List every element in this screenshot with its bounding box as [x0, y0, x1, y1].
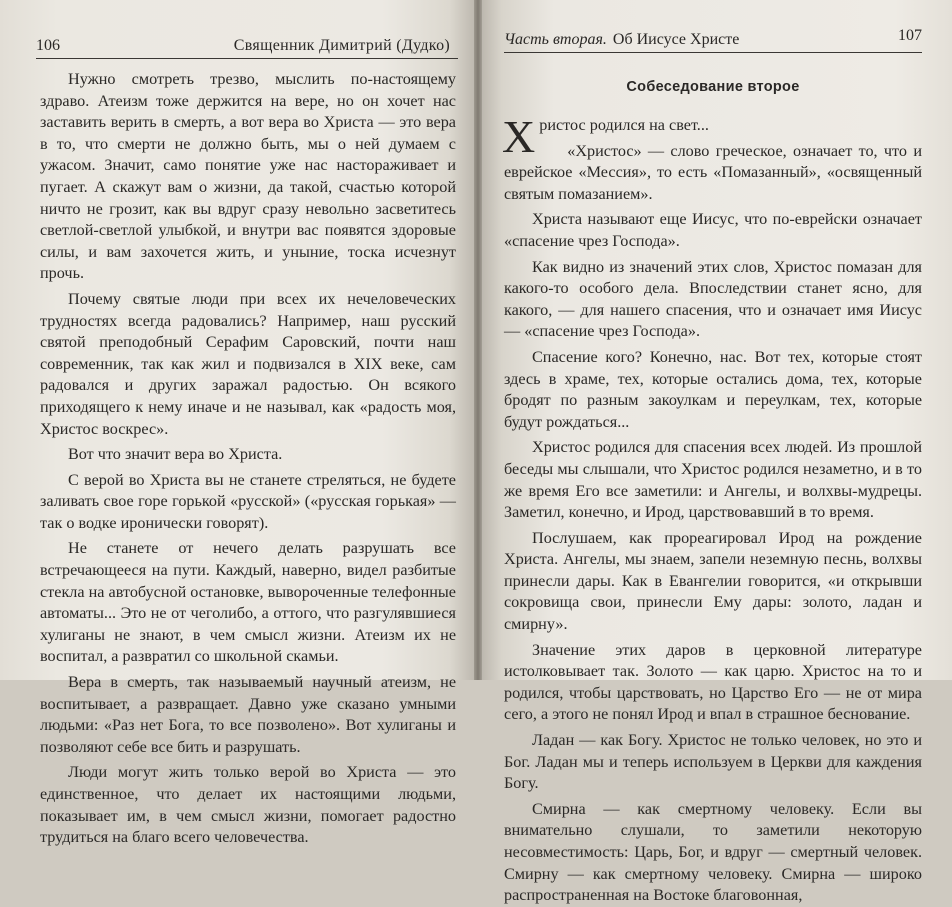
section-title: Собеседование второе — [626, 79, 800, 95]
right-page-body — [502, 111, 922, 907]
left-page-header — [36, 36, 458, 59]
paragraph: Спасение кого? Конечно, нас. Вот тех, которые стоят здесь в храме, тех, которые остались дома, тех, которые бродят по разным закоулкам и переулкам, тех, которые будут рождаться... — [504, 347, 922, 431]
left-page-number: 106 — [36, 37, 60, 54]
running-header-part: Часть вторая. — [504, 31, 607, 48]
left-page — [0, 0, 478, 847]
right-page-number: 107 — [898, 27, 922, 44]
paragraph: Люди могут жить только верой во Христа — это единственное, что делает их настоящими людьми, показывает им, в чем смысл жизни, помогает радостно трудиться на благо всего человечества. — [40, 763, 456, 847]
paragraph: Вот что значит вера во Христа. — [68, 445, 283, 464]
paragraph: «Христос» — слово греческое, означает то, что и еврейское «Мессия», то есть «Помазанный», «освященный святым помазанием». — [504, 141, 922, 203]
paragraph: Значение этих даров в церковной литературе истолковывает так. Золото — как царю. Христос на то и родился, чтобы царствовать, но Царство Его — не от мира сего, а этого не понял Ирод и впал в страшное беснование. — [504, 640, 922, 724]
paragraph: Смирна — как смертному человеку. Если вы внимательно слушали, то заметили некоторую несовместимость: Царь, Бог, и вдруг — смертный человек. Смирну — как смертному человеку. Смирна — широко распространенная на Востоке благовонная, — [504, 799, 922, 905]
paragraph: Как видно из значений этих слов, Христос помазан для какого-то особого дела. Впоследствии станет ясно, для какого, — для нашего спасения, что и означает имя Иисус — «спасение чрез Господа». — [504, 257, 922, 341]
running-header-title: Об Иисусе Христе — [612, 31, 740, 48]
paragraph: Почему святые люди при всех их нечеловеческих трудностях всегда радовались? Например, наш русский святой преподобный Серафим Саровский, почти наш современник, так как жил и подвизался в XIX веке, сам радовался и других заражал радостью. Он всякого приходящего к нему иначе и не называл, как «радость моя, Христос воскрес». — [40, 289, 456, 438]
paragraph: Вера в смерть, так называемый научный атеизм, не воспитывает, а развращает. Давно уже сказано умными людьми: «Раз нет Бога, то все позволено». Вот хулиганы и позволяют себе все бить и разрушать. — [40, 673, 456, 756]
right-page — [478, 0, 952, 905]
book-gutter — [474, 0, 482, 680]
opening-paragraph — [502, 111, 922, 162]
right-running-header — [504, 30, 739, 50]
paragraph: Послушаем, как прореагировал Ирод на рождение Христа. Ангелы, мы знаем, запели неземную песнь, волхвы принесли дары. Как в Евангелии говорится, «и открывши сокровища свои, принесли Ему дары: золото, ладан и смирну». — [504, 528, 922, 634]
paragraph: Христа называют еще Иисус, что по-еврейски означает «спасение чрез Господа». — [504, 210, 922, 250]
paragraph: Ладан — как Богу. Христос не только человек, но это и Бог. Ладан мы и теперь используем в Церкви для каждения Богу. — [504, 731, 922, 793]
left-page-body — [40, 69, 456, 849]
right-page-header — [504, 27, 922, 53]
paragraph: Христос родился для спасения всех людей. Из прошлой беседы мы слышали, что Христос родился незаметно, и в то же время Его все заметили: и Ангелы, и волхвы-мудрецы. Заметил, конечно, и Ирод, царствовавший в то время. — [504, 438, 922, 522]
paragraph: Не станете от нечего делать разрушать все встречающееся на пути. Каждый, наверно, видел разбитые стекла на автобусной остановке, вывороченные телефонные автоматы... Это не от чеголибо, а оттого, что разгулявшиеся хулиганы не знают, в чем смысл жизни. Атеизм их не воспитал, а развратил со школьной скамьи. — [40, 539, 456, 666]
drop-cap: Х — [502, 111, 536, 162]
opening-line: ристос родился на свет... — [539, 116, 709, 134]
paragraph: С верой во Христа вы не станете стреляться, не будете заливать свое горе горькой «русской» («русская горькая» — так о водке иронически говорят). — [40, 470, 456, 532]
left-running-header: Священник Димитрий (Дудко) — [233, 37, 450, 54]
paragraph: Нужно смотреть трезво, мыслить по-настоящему здраво. Атеизм тоже держится на вере, но он хочет нас заставить верить в смерть, а вот вера во Христа — это вера в то, что смерти не должно быть, мы о ней думаем с ужасом. Значит, само понятие уже нас настораживает и пугает. А скажут вам о жизни, да такой, счастью которой ничто не грозит, как вы вдруг сразу невольно засветитесь светлой-светлой улыбкой, и внутри вас появятся здоровые силы, и вам захочется жить, и уныние, тоска исчезнут прочь. — [40, 70, 456, 283]
